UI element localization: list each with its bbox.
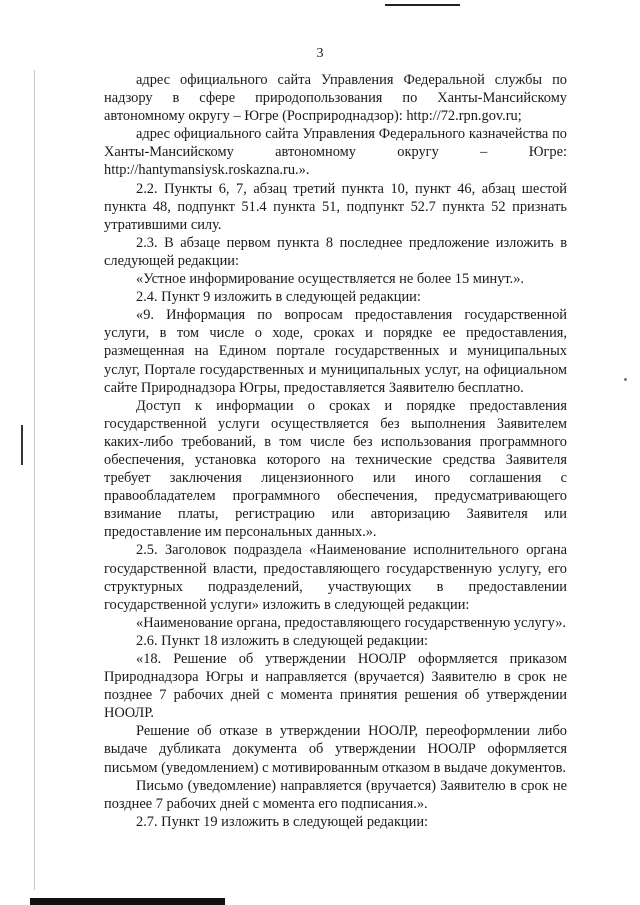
paragraph: 2.3. В абзаце первом пункта 8 последнее предложение изложить в следующей редакции: — [104, 234, 567, 269]
paragraph: 2.7. Пункт 19 изложить в следующей редакции: — [136, 813, 429, 830]
paragraph: «Наименование органа, предоставляющего государственную услугу». — [136, 614, 566, 631]
scan-artifact-bottom-bar — [30, 898, 225, 905]
paragraph: «Устное информирование осуществляется не более 15 минут.». — [136, 271, 525, 288]
paragraph: «9. Информация по вопросам предоставления государственной услуги, в том числе о ходе, сроках и порядке ее предоставления, размещенная на Едином портале государственных и муниципальных услуг, Портале государственных и муниципальных услуг, на официальном сайте Природнадзора Югры, предоставляется Заявителю бесплатно. — [104, 307, 567, 396]
scan-artifact-dot — [624, 378, 627, 381]
scan-artifact-left-mark — [21, 425, 23, 465]
paragraph: Доступ к информации о сроках и порядке предоставления государственной услуги осуществляется без выполнения Заявителем каких-либо требований, в том числе без использования программного обеспечения, установка которого на технические средства Заявителя требует заключения лицензионного или иного соглашения с правообладателем программного обеспечения, предусматривающего взимание платы, регистрацию или авторизацию Заявителя или предоставление им персональных данных.». — [104, 397, 567, 541]
scan-artifact-top-line — [385, 4, 460, 6]
paragraph: Письмо (уведомление) направляется (вручается) Заявителю в срок не позднее 7 рабочих дней с момента его подписания.». — [104, 777, 567, 812]
paragraph: 2.5. Заголовок подраздела «Наименование исполнительного органа государственной власти, предоставляющего государственную услугу, его структурных подразделений, участвующих в предоставлении государственной услуги» изложить в следующей редакции: — [104, 542, 567, 613]
paragraph: 2.4. Пункт 9 изложить в следующей редакции: — [136, 289, 421, 306]
paragraph: адрес официального сайта Управления Федерального казначейства по Ханты-Мансийскому автономному округу – Югре: http://hantymansiysk.roskazna.ru.». — [104, 126, 567, 179]
page-number: 3 — [316, 46, 324, 61]
paragraph: «18. Решение об утверждении НООЛР оформляется приказом Природнадзора Югры и направляется (вручается) Заявителю в срок не позднее 7 рабочих дней с момента принятия решения об утверждении НООЛР. — [104, 651, 567, 722]
scan-artifact-left-edge — [34, 70, 35, 890]
paragraph: 2.6. Пункт 18 изложить в следующей редакции: — [136, 632, 429, 649]
paragraph: Решение об отказе в утверждении НООЛР, переоформлении либо выдаче дубликата документа об утверждении НООЛР оформляется письмом (уведомлением) с мотивированным отказом в выдаче документов. — [104, 723, 567, 776]
document-body — [104, 71, 567, 831]
paragraph: 2.2. Пункты 6, 7, абзац третий пункта 10, пункт 46, абзац шестой пункта 48, подпункт 51.4 пункта 51, подпункт 52.7 пункта 52 признать утратившими силу. — [104, 180, 567, 233]
paragraph: адрес официального сайта Управления Федеральной службы по надзору в сфере природопользования по Ханты-Мансийскому автономному округу – Югре (Росприроднадзор): http://72.rpn.gov.ru; — [104, 72, 567, 125]
